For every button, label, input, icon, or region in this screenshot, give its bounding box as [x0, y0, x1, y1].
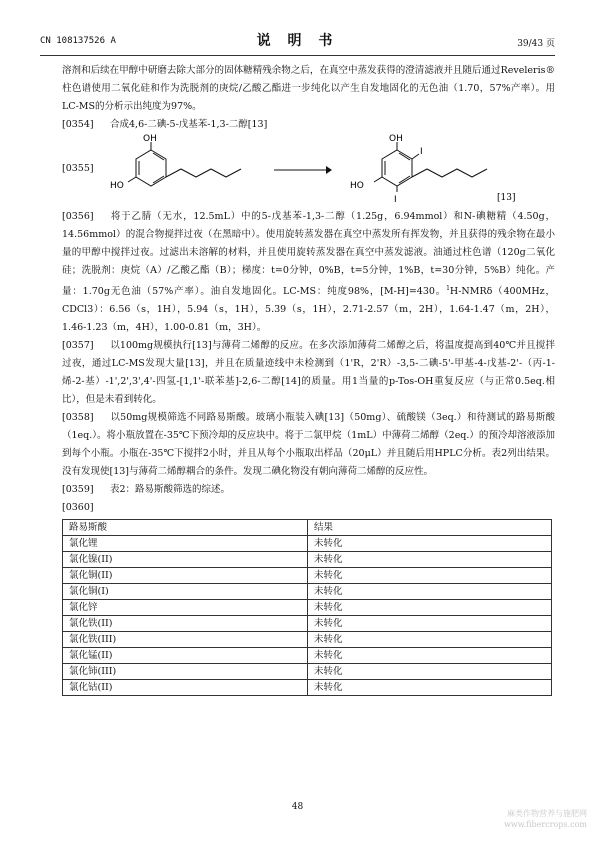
reaction-scheme — [62, 134, 555, 208]
page-number: 48 — [291, 802, 304, 812]
nmr-data: H-NMRδ（400MHz，CDCl3）：6.56（s，1H），5.94（s，1H），5.39（s，1H），2.71-2.57（m，2H），1.64-1.47（m，2H），1.46-1.23（m，4H），1.00-0.81（m，3H）。 — [62, 286, 555, 334]
paragraph-0354 — [62, 116, 555, 134]
paragraph-number: [0356] — [62, 211, 94, 222]
table-cell: 氯化锰(II) — [63, 648, 308, 664]
page-count: 39/43 页 — [517, 39, 555, 49]
table-row — [63, 568, 552, 584]
atom-label: I — [394, 195, 397, 205]
product-structure — [352, 134, 532, 208]
atom-label: I — [420, 147, 423, 157]
paragraph-text: 以50mg规模筛选不同路易斯酸。玻璃小瓶装入碘[13]（50mg）、硫酸镁（3eq.）和待测试的路易斯酸（1eq.）。将小瓶放置在-35℃下预冷却的反应块中。将于二氯甲烷（1mL）中薄荷二烯醇（2eq.）的预冷却溶液添加到每个小瓶。小瓶在-35℃下搅拌2小时，并且从每个小瓶取出样品（20μL）并且随后用HPLC分析。表2列出结果。没有发现使[13]与薄荷二烯醇耦合的条件。发现二碘化物没有朝向薄荷二烯醇的反应性。 — [62, 412, 555, 478]
table-row — [63, 616, 552, 632]
table-cell: 未转化 — [308, 680, 552, 696]
paragraph-intro: 溶剂和后续在甲醇中研磨去除大部分的固体糖精残余物之后，在真空中蒸发获得的澄清滤液并且随后通过Reveleris®柱色谱使用二氧化硅和作为洗脱剂的庚烷/乙酸乙酯进一步纯化以产生自发地固化的无色油（1.70，57%产率）。用LC-MS的分析示出纯度为97%。 — [62, 65, 555, 112]
patent-number: CN 108137526 A — [40, 36, 116, 46]
paragraph-number: [0359] — [62, 484, 94, 496]
table-cell: 氯化钴(II) — [63, 680, 308, 696]
reaction-arrow — [272, 160, 332, 180]
table-cell: 氯化锌 — [63, 600, 308, 616]
paragraph-0358 — [62, 409, 555, 481]
paragraph-text: 以100mg规模执行[13]与薄荷二烯醇的反应。在多次添加薄荷二烯醇之后，将温度提高到40℃并且搅拌过夜，通过LC-MS发现大量[13]，并且在质量迹线中未检测到（1'R，2'R）-3,5-二碘-5'-甲基-4-戊基-2'-（丙-1-烯-2-基）-1',2',3',4'-四氢-[1,1'-联苯基]-2,6-二醇[14]的质量。用1当量的p-Tos-OH重复反应（与正常0.5eq.相比），但是未看到转化。 — [62, 340, 555, 406]
paragraph-number: [0355] — [62, 163, 94, 174]
table-row — [63, 584, 552, 600]
lewis-acid-table — [62, 519, 552, 696]
table-row — [63, 648, 552, 664]
paragraph-text: 将于乙腈（无水，12.5mL）中的5-戊基苯-1,3-二醇（1.25g，6.94mmol）和N-碘糖精（4.50g，14.56mmol）的混合物搅拌过夜（在黑暗中）。使用旋转蒸发器在真空中蒸发所有挥发物，并且获得的残余物在最小量的甲醇中搅拌过夜。过滤出未溶解的材料，并且使用旋转蒸发器在真空中蒸发滤液。油通过柱色谱（120g二氧化硅；洗脱剂：庚烷（A）/乙酸乙酯（B）；梯度：t=0分钟，0%B，t=5分钟，1%B，t=30分钟，5%B）纯化。产量：1.70g无色油（57%产率）。油自发地固化。LC-MS：纯度98%，[M-H]=430。 — [62, 211, 555, 298]
paragraph-number: [0358] — [62, 412, 94, 424]
table-cell: 氯化锂 — [63, 536, 308, 552]
paragraph-number: [0357] — [62, 340, 94, 352]
table-header-row — [63, 520, 552, 536]
table-cell: 氯化铁(II) — [63, 616, 308, 632]
paragraph-0357 — [62, 337, 555, 409]
table-row — [63, 536, 552, 552]
atom-label: OH — [143, 134, 157, 144]
table-cell: 未转化 — [308, 568, 552, 584]
table-cell: 未转化 — [308, 664, 552, 680]
table-cell: 未转化 — [308, 648, 552, 664]
table-header: 路易斯酸 — [63, 520, 308, 536]
table-row — [63, 552, 552, 568]
table-row — [63, 680, 552, 696]
table-cell: 未转化 — [308, 552, 552, 568]
document-body — [62, 62, 555, 696]
table-cell: 未转化 — [308, 616, 552, 632]
watermark-line: www.fibercrops.com — [504, 820, 587, 829]
paragraph-0359 — [62, 481, 555, 499]
table-caption: 表2：路易斯酸筛选的综述。 — [110, 484, 231, 496]
table-row — [63, 664, 552, 680]
table-cell: 未转化 — [308, 600, 552, 616]
table-cell: 氯化铁(III) — [63, 632, 308, 648]
watermark-line: 麻类作物营养与施肥网 — [507, 809, 587, 818]
superscript-1: 1 — [446, 285, 450, 292]
paragraph-0360 — [62, 499, 555, 517]
table-cell: 未转化 — [308, 536, 552, 552]
paragraph-number: [0354] — [62, 119, 94, 130]
table-cell: 氯化镍(II) — [63, 552, 308, 568]
starting-material-structure — [106, 134, 256, 208]
table-row — [63, 600, 552, 616]
watermark — [504, 808, 587, 830]
atom-label: HO — [110, 181, 124, 191]
atom-label: HO — [350, 181, 364, 191]
atom-label: OH — [389, 134, 403, 144]
paragraph-number: [0360] — [62, 502, 94, 514]
page-header — [40, 30, 555, 52]
compound-number: [13] — [497, 193, 516, 203]
paragraph-text: 合成4,6-二碘-5-戊基苯-1,3-二醇[13] — [110, 119, 268, 130]
table-cell: 氯化铈(III) — [63, 664, 308, 680]
table-row — [63, 632, 552, 648]
table-cell: 氯化铜(II) — [63, 568, 308, 584]
document-title: 说 明 书 — [256, 33, 339, 49]
paragraph-0356 — [62, 208, 555, 337]
table-cell: 未转化 — [308, 584, 552, 600]
table-cell: 未转化 — [308, 632, 552, 648]
table-cell: 氯化铜(I) — [63, 584, 308, 600]
header-rule — [40, 55, 555, 56]
table-header: 结果 — [308, 520, 552, 536]
